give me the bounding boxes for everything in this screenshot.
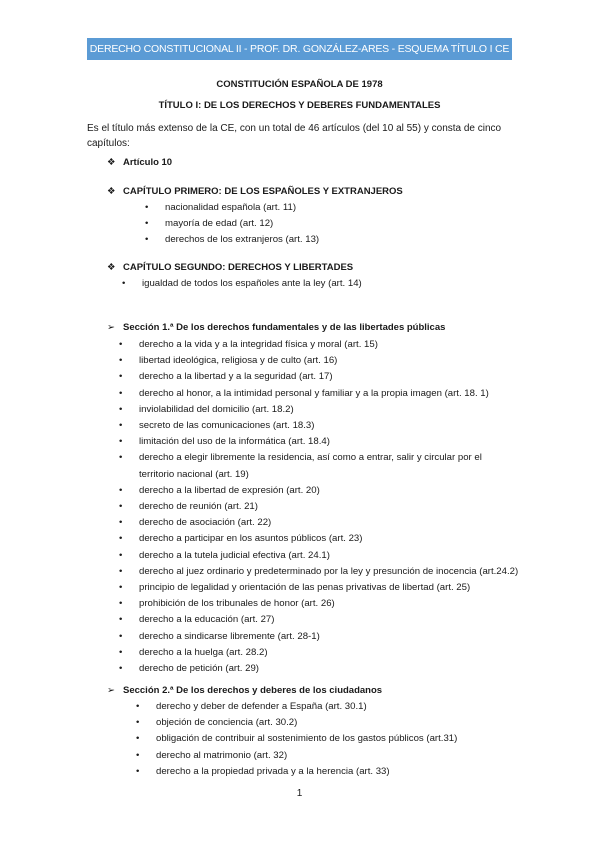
document-title: CONSTITUCIÓN ESPAÑOLA DE 1978 bbox=[216, 79, 383, 90]
chapter-1-list bbox=[145, 200, 320, 249]
bullet-icon: • bbox=[136, 717, 140, 729]
list-item-text: derecho a la educación (art. 27) bbox=[139, 614, 275, 626]
bullet-icon: • bbox=[119, 339, 123, 350]
bullet-icon: • bbox=[136, 733, 140, 745]
list-item bbox=[145, 216, 319, 232]
section-2-list bbox=[136, 699, 458, 780]
article-10-heading bbox=[107, 157, 172, 168]
bullet-icon: • bbox=[119, 582, 123, 594]
bullet-icon: • bbox=[119, 517, 123, 529]
list-item bbox=[145, 200, 319, 216]
list-item-text: mayoría de edad (art. 12) bbox=[165, 218, 274, 230]
list-item-text: derecho y deber de defender a España (art. 30.1) bbox=[156, 701, 367, 712]
list-item bbox=[145, 232, 320, 248]
list-item-text: derecho de asociación (art. 22) bbox=[139, 517, 272, 529]
list-item-text: derecho a la libertad y a la seguridad (art. 17) bbox=[139, 371, 333, 383]
section-1-heading bbox=[107, 322, 445, 333]
bullet-icon: • bbox=[136, 701, 140, 712]
list-item-text: inviolabilidad del domicilio (art. 18.2) bbox=[139, 403, 294, 415]
bullet-icon: • bbox=[145, 218, 149, 230]
list-item-text: prohibición de los tribunales de honor (art. 26) bbox=[139, 598, 335, 610]
bullet-icon: • bbox=[119, 371, 123, 383]
list-item-text: derecho a la huelga (art. 28.2) bbox=[139, 646, 268, 658]
bullet-icon: • bbox=[119, 614, 123, 626]
arrow-bullet-icon: ➢ bbox=[107, 685, 115, 696]
chapter-1-heading bbox=[107, 186, 403, 197]
list-item-text: derecho al honor, a la intimidad personal y familiar y a la propia imagen (art. 18. 1) bbox=[139, 387, 489, 399]
list-item-text: derecho a la propiedad privada y a la herencia (art. 33) bbox=[156, 765, 390, 777]
bullet-icon: • bbox=[119, 663, 123, 675]
bullet-icon: • bbox=[119, 452, 123, 464]
bullet-icon: • bbox=[119, 630, 123, 642]
list-item-text: derecho a participar en los asuntos públicos (art. 23) bbox=[139, 533, 363, 545]
bullet-icon: • bbox=[145, 202, 149, 213]
list-item-text: derecho a elegir libremente la residencia, así como a entrar, salir y circular por el territorio nacional (art. 19) bbox=[139, 452, 482, 480]
list-item bbox=[119, 434, 519, 450]
list-item bbox=[119, 629, 519, 645]
bullet-icon: • bbox=[145, 234, 149, 246]
list-item-text: secreto de las comunicaciones (art. 18.3) bbox=[139, 420, 315, 432]
list-item-text: derechos de los extranjeros (art. 13) bbox=[165, 234, 320, 246]
chapter-2-heading bbox=[107, 262, 353, 273]
list-item bbox=[119, 661, 519, 677]
bullet-icon: • bbox=[136, 765, 140, 777]
list-item bbox=[119, 353, 519, 369]
list-item bbox=[136, 764, 457, 780]
list-item bbox=[119, 612, 519, 628]
document-subtitle: TÍTULO I: DE LOS DERECHOS Y DEBERES FUNDAMENTALES bbox=[158, 100, 441, 111]
list-item-text: limitación del uso de la informática (art. 18.4) bbox=[139, 436, 330, 448]
diamond-bullet-icon: ❖ bbox=[107, 157, 116, 168]
list-item bbox=[136, 748, 457, 764]
list-item bbox=[136, 699, 457, 715]
bullet-icon: • bbox=[119, 420, 123, 432]
bullet-icon: • bbox=[119, 355, 123, 367]
section-1-list bbox=[119, 337, 519, 677]
list-item bbox=[119, 337, 519, 353]
bullet-icon: • bbox=[119, 403, 123, 415]
bullet-icon: • bbox=[119, 484, 123, 496]
bullet-icon: • bbox=[119, 501, 123, 513]
bullet-icon: • bbox=[122, 278, 126, 289]
arrow-bullet-icon: ➢ bbox=[107, 322, 115, 333]
list-item-text: igualdad de todos los españoles ante la ley (art. 14) bbox=[142, 278, 362, 289]
section-1-title: Sección 1.ª De los derechos fundamentales y de las libertades públicas bbox=[123, 322, 446, 333]
list-item bbox=[119, 499, 519, 515]
list-item-text: derecho de reunión (art. 21) bbox=[139, 501, 258, 513]
list-item-text: libertad ideológica, religiosa y de culto (art. 16) bbox=[139, 355, 338, 367]
bullet-icon: • bbox=[119, 646, 123, 658]
chapter-2-title: CAPÍTULO SEGUNDO: DERECHOS Y LIBERTADES bbox=[123, 262, 354, 273]
list-item bbox=[119, 386, 519, 402]
list-item bbox=[122, 276, 362, 292]
section-2-heading bbox=[107, 685, 382, 696]
bullet-icon: • bbox=[119, 598, 123, 610]
list-item bbox=[119, 369, 519, 385]
page-number: 1 bbox=[296, 788, 303, 799]
list-item bbox=[119, 483, 519, 499]
bullet-icon: • bbox=[119, 387, 123, 399]
article-10-label: Artículo 10 bbox=[123, 157, 173, 168]
list-item bbox=[119, 645, 519, 661]
list-item-text: derecho a sindicarse libremente (art. 28-1) bbox=[139, 630, 320, 642]
section-2-title: Sección 2.ª De los derechos y deberes de los ciudadanos bbox=[123, 685, 383, 696]
list-item-text: derecho de petición (art. 29) bbox=[139, 663, 259, 675]
list-item bbox=[119, 596, 519, 612]
chapter-1-title: CAPÍTULO PRIMERO: DE LOS ESPAÑOLES Y EXTRANJEROS bbox=[123, 186, 403, 197]
list-item bbox=[119, 418, 519, 434]
bullet-icon: • bbox=[119, 565, 123, 577]
bullet-icon: • bbox=[136, 749, 140, 761]
list-item-text: derecho al matrimonio (art. 32) bbox=[156, 749, 288, 761]
list-item-text: derecho a la tutela judicial efectiva (art. 24.1) bbox=[139, 549, 330, 561]
list-item-text: derecho a la vida y a la integridad física y moral (art. 15) bbox=[139, 339, 378, 350]
bullet-icon: • bbox=[119, 436, 123, 448]
list-item bbox=[119, 450, 519, 482]
bullet-icon: • bbox=[119, 533, 123, 545]
list-item-text: nacionalidad española (art. 11) bbox=[165, 202, 297, 213]
list-item-text: obligación de contribuir al sostenimiento de los gastos públicos (art.31) bbox=[156, 733, 458, 745]
list-item-text: objeción de conciencia (art. 30.2) bbox=[156, 717, 298, 729]
intro-paragraph: Es el título más extenso de la CE, con un total de 46 artículos (del 10 al 55) y consta de cinco capítulos: bbox=[87, 123, 502, 149]
list-item bbox=[119, 580, 519, 596]
list-item-text: principio de legalidad y orientación de las penas privativas de libertad (art. 25) bbox=[139, 582, 471, 594]
list-item bbox=[119, 402, 519, 418]
list-item bbox=[119, 515, 519, 531]
list-item bbox=[136, 731, 458, 747]
list-item-text: derecho a la libertad de expresión (art. 20) bbox=[139, 484, 320, 496]
list-item bbox=[119, 531, 519, 547]
list-item bbox=[119, 564, 519, 580]
page-header: DERECHO CONSTITUCIONAL II - PROF. DR. GONZÁLEZ-ARES - ESQUEMA TÍTULO I CE bbox=[87, 38, 512, 60]
chapter-2-list bbox=[122, 276, 362, 292]
list-item bbox=[136, 715, 457, 731]
list-item-text: derecho al juez ordinario y predeterminado por la ley y presunción de inocencia (art.24.2) bbox=[139, 565, 519, 577]
bullet-icon: • bbox=[119, 549, 123, 561]
diamond-bullet-icon: ❖ bbox=[107, 262, 116, 273]
list-item bbox=[119, 548, 519, 564]
diamond-bullet-icon: ❖ bbox=[107, 186, 116, 197]
